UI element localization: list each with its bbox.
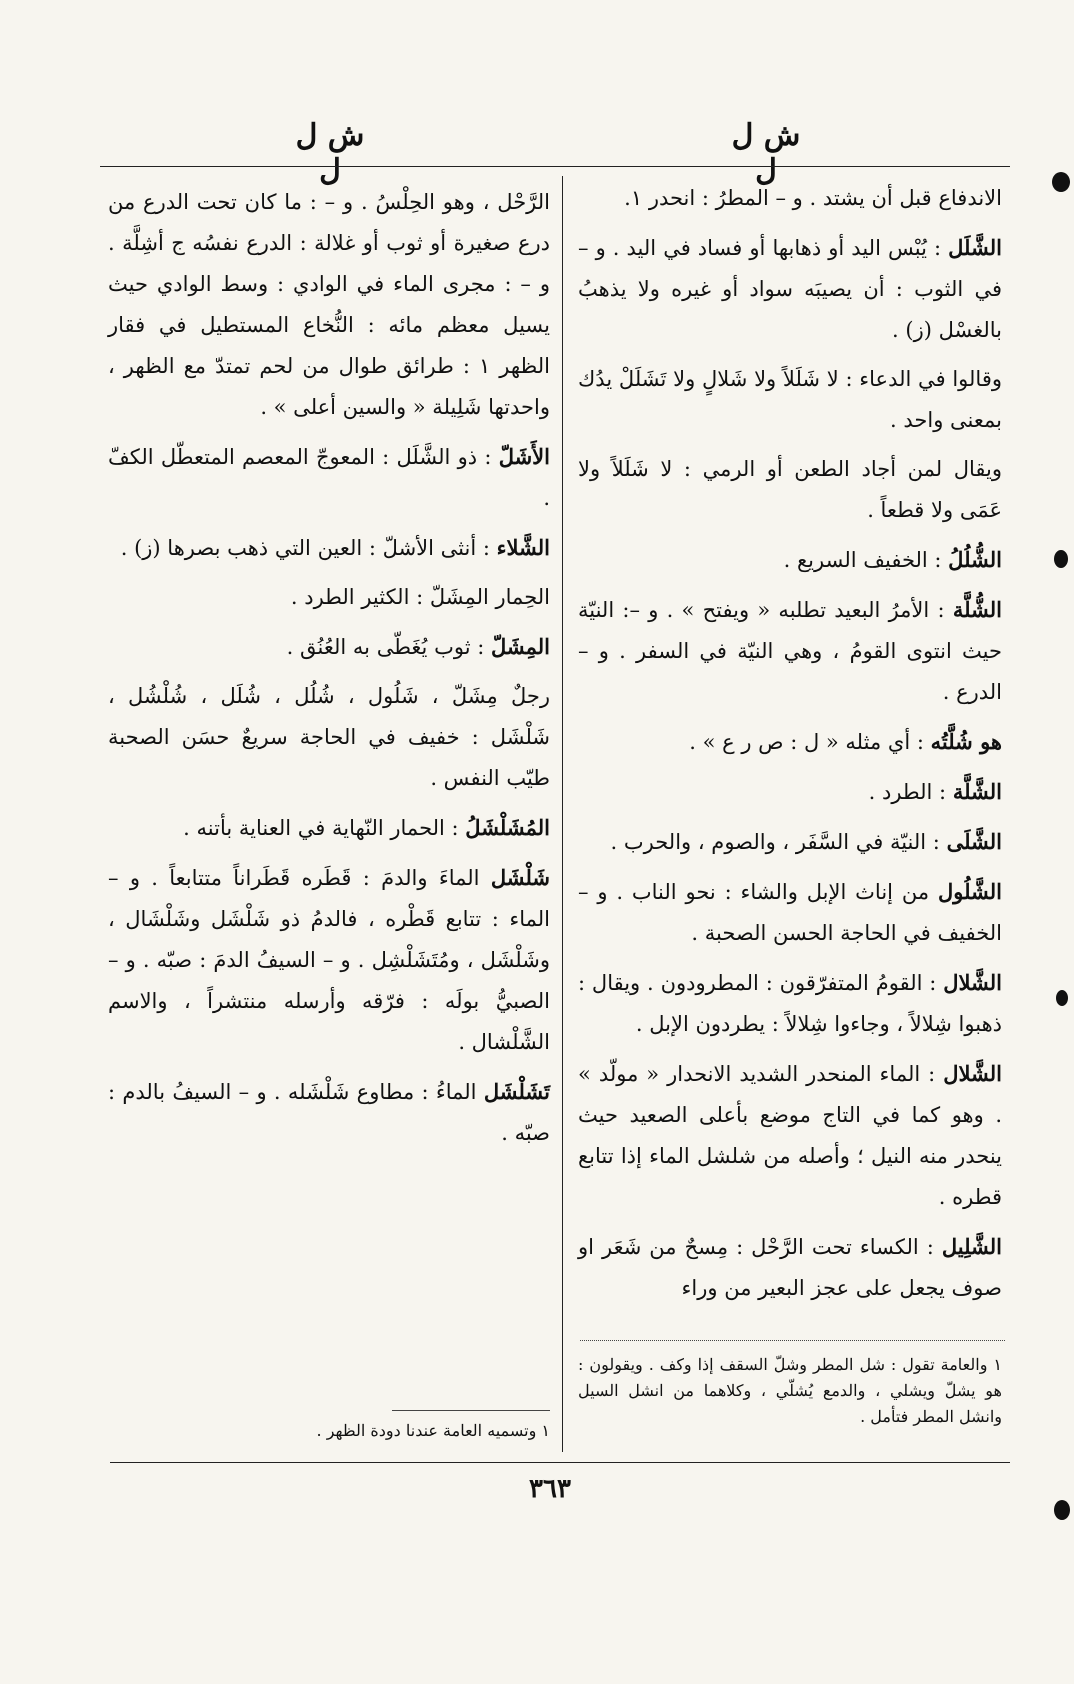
dictionary-entry <box>578 359 1002 441</box>
definition-text: : القومُ المتفرّقون : المطرودون . ويقال : ذهبوا شِلالاً ، وجاءوا شِلالاً : يطردون الإبل . <box>578 971 1002 1036</box>
dictionary-entry <box>578 771 1002 813</box>
definition-text: ويقال لمن أجاد الطعن أو الرمي : لا شَلَلاً ولا عَمَى ولا قطعاً . <box>578 457 1002 522</box>
definition-text: الرَّحْل ، وهو الحِلْسُ . و – : ما كان تحت الدرع من درع صغيرة أو ثوب أو غلالة : الدرع نفسُه ج أشِلَّة . و – : مجرى الماء في الوادي : وسط الوادي حيث يسيل معظم مائه : النُّخاع المستطيل في فقار الظهر ١ : طرائق طوال من لحم تمتدّ مع الظهر ، واحدتها شَلِيلة « والسين أعلى » . <box>108 190 550 419</box>
headword: الشَّلَّة <box>952 779 1002 804</box>
definition-text: الماءُ : مطاوع شَلْشَله . و – السيفُ بالدم : صبّه . <box>108 1080 550 1145</box>
definition-text: من إناث الإبل والشاء : نحو الناب . و – الخفيف في الحاجة الحسن الصحبة . <box>578 880 1002 945</box>
running-header-right: ش ل ل <box>731 118 801 188</box>
headword: الشُّلُلُ <box>948 547 1002 572</box>
dictionary-entry <box>108 577 550 618</box>
dictionary-entry <box>578 871 1002 954</box>
definition-text: : ذو الشَّلَل : المعوجّ المعصم المتعطّل الكفّ . <box>108 445 550 510</box>
dictionary-entry <box>108 527 550 569</box>
dictionary-entry <box>108 436 550 519</box>
dictionary-entry <box>578 821 1002 863</box>
headword: الشَّلال <box>943 970 1002 995</box>
definition-text: : يُبْس اليد أو ذهابها أو فساد في اليد . و – في الثوب : أن يصيبَه سواد أو غيره ولا يذهبُ بالغسْل (ز) . <box>578 236 1002 342</box>
definition-text: : الكساء تحت الرَّحْل : مِسحٌ من شَعَر او صوف يجعل على عجز البعير من وراء <box>578 1235 1002 1300</box>
headword: الشَّلال <box>943 1061 1002 1086</box>
footnote-rule-left <box>392 1410 550 1411</box>
definition-text: : الماء المنحدر الشديد الانحدار « مولّد » . وهو كما في التاج موضع بأعلى الصعيد حيث ينحدر منه النيل ؛ وأصله من شلشل الماء إذا تتابع قطره . <box>578 1062 1003 1209</box>
dictionary-entry <box>108 182 550 428</box>
page-number: ٣٦٣ <box>529 1474 571 1504</box>
dictionary-entry <box>578 962 1002 1045</box>
definition-text: : الأمرُ البعيد تطلبه « ويفتح » . و –: النيّة حيث انتوى القومُ ، وهي النيّة في السفر . و – الدرع . <box>578 598 1002 704</box>
column-divider <box>562 176 563 1452</box>
headword: المِشَلّ <box>490 634 550 659</box>
headword: المُشَلْشَلُ <box>465 815 550 840</box>
headword: تَشَلْشَل <box>483 1079 550 1104</box>
definition-text: : الحمار النّهاية في العناية بأتنه . <box>183 816 459 840</box>
definition-text: وقالوا في الدعاء : لا شَلَلاً ولا شَلالٍ ولا تَشَلَلْ يدُك بمعنى واحد . <box>578 367 1002 432</box>
header-rule <box>100 166 1010 167</box>
dictionary-entry <box>108 807 550 849</box>
dictionary-entry <box>578 449 1002 531</box>
definition-text: : النيّة في السَّفَر ، والصوم ، والحرب . <box>610 830 940 854</box>
dictionary-entry <box>578 1053 1002 1218</box>
definition-text: : أي مثله « ل : ص ر ع » . <box>689 730 924 754</box>
footnote-right: ١ والعامة تقول : شل المطر وشلّ السقف إذا وكف . ويقولون : هو يشلّ ويشلي ، والدمع يُشلّي ، وكلاهما من انشل السيل وانشل المطر فتأمل . <box>578 1355 1002 1426</box>
dictionary-entry <box>578 589 1002 713</box>
headword: الأَشَلّ <box>498 444 550 469</box>
binding-mark <box>1056 990 1068 1006</box>
definition-text: : الطرد . <box>868 780 947 804</box>
headword: الشَّلُول <box>937 879 1002 904</box>
headword: الشَّلِيل <box>941 1234 1002 1259</box>
dictionary-entry <box>108 626 550 668</box>
dictionary-entry <box>108 676 550 799</box>
headword: الشَّلاء <box>496 535 550 560</box>
headword: الشَّلَل <box>948 235 1002 260</box>
headword: هو شُلَّتُه <box>930 729 1002 754</box>
dictionary-entry <box>108 857 550 1063</box>
footnote-rule-right <box>580 1340 1005 1341</box>
running-header-left: ش ل ل <box>295 118 365 188</box>
headword: شَلْشَل <box>490 865 550 890</box>
dictionary-entry <box>578 227 1002 351</box>
dictionary-entry <box>578 178 1002 219</box>
dictionary-entry <box>108 1071 550 1154</box>
dictionary-entry <box>578 721 1002 763</box>
definition-text: الاندفاع قبل أن يشتد . و – المطرُ : انحدر ١. <box>624 186 1002 210</box>
definition-text: الماءَ والدمَ : قَطَره قَطَراناً متتابعاً . و – الماء : تتابع قَطْره ، فالدمُ ذو شَلْشَل وشَلْشَال ، وشَلْشَل ، ومُتَشَلْشِل . و – السيفُ الدمَ : صبّه . و – الصبيُّ بولَه : فرّقه وأرسله منتشراً ، والاسم الشَّلْشال . <box>108 866 550 1054</box>
definition-text: : ثوب يُغَطّى به العُنُق . <box>286 635 485 659</box>
binding-mark <box>1054 550 1068 568</box>
binding-mark <box>1054 1500 1070 1520</box>
footer-rule <box>110 1462 1010 1463</box>
left-column <box>108 182 550 1162</box>
definition-text: الحِمار المِشَلّ : الكثير الطرد . <box>290 585 550 609</box>
headword: الشَّلَى <box>946 829 1002 854</box>
binding-mark <box>1052 172 1070 192</box>
dictionary-entry <box>578 1226 1002 1309</box>
definition-text: رجلٌ مِشَلّ ، شَلُول ، شُلُل ، شُلَل ، شُلْشُل ، شَلْشَل : خفيف في الحاجة سريعٌ حسَن الصحبة طيّب النفس . <box>108 684 550 790</box>
footnote-left: ١ وتسميه العامة عندنا دودة الظهر . <box>316 1421 550 1440</box>
headword: الشُّلَّة <box>952 597 1002 622</box>
dictionary-entry <box>578 539 1002 581</box>
definition-text: : أنثى الأشلّ : العين التي ذهب بصرها (ز) . <box>120 536 490 560</box>
definition-text: : الخفيف السريع . <box>783 548 942 572</box>
right-column <box>578 178 1002 1317</box>
